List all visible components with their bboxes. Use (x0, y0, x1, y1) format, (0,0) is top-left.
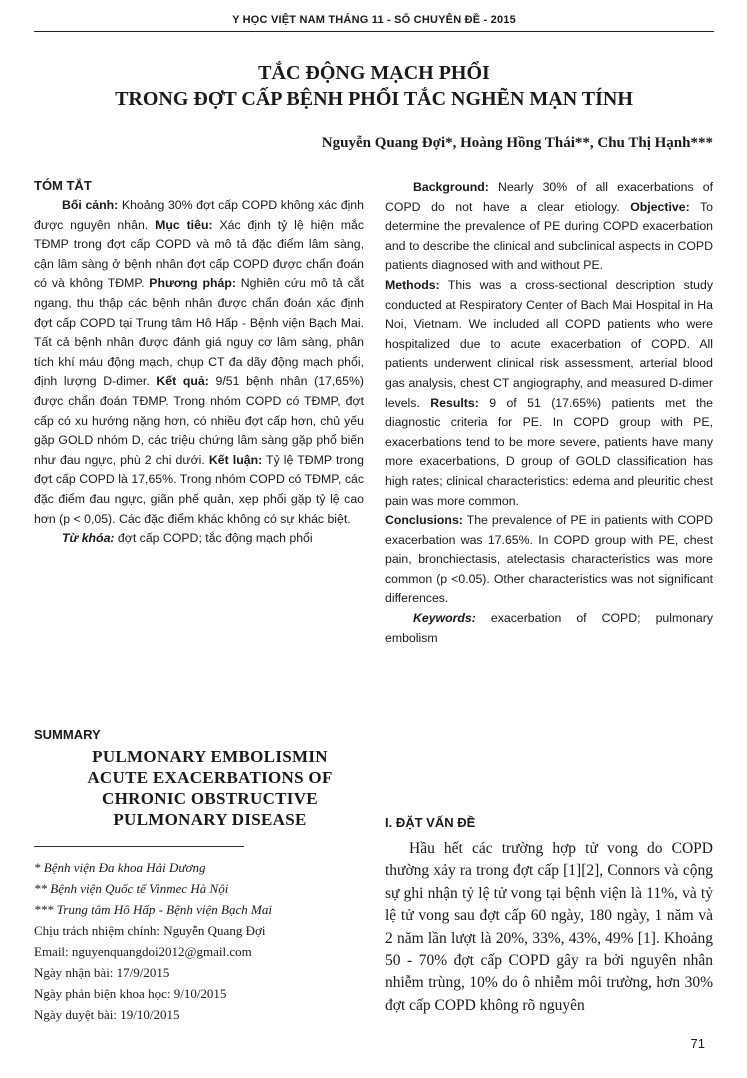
keywords-label: Từ khóa: (62, 531, 115, 546)
page-number: 71 (690, 1036, 705, 1051)
header-rule (34, 31, 714, 32)
background-text-en: Nearly 30% of all exacerbations of COPD do not have a clear etiology. (385, 180, 713, 214)
en-abstract-intro (385, 178, 713, 276)
summary-heading: SUMMARY (34, 727, 101, 742)
running-header: Y HỌC VIỆT NAM THÁNG 11 - SỐ CHUYÊN ĐỀ - 2015 (232, 14, 516, 26)
summary-title-line: CHRONIC OBSTRUCTIVE (102, 789, 318, 808)
objective-text: Xác định tỷ lệ hiện mắc TĐMP trong đợt cấp COPD và mô tả đặc điểm lâm sàng, cận lâm sàng ở bệnh nhân đợt cấp COPD được chẩn đoán có và không TĐMP. (34, 217, 365, 291)
results-text-en: 9 of 51 (17.65%) patients met the diagnostic criteria for PE. In COPD group with PE, exacerbations tend to be more severe, patients have many more exacerbations, D group of GOLD classification has high rates; clinical characteristics: edema and pleuritic chest pain was more common. (385, 395, 714, 508)
keywords-text-en: exacerbation of COPD; pulmonary embolism (385, 611, 713, 645)
footnotes (34, 857, 354, 1025)
background-text: Khoảng 30% đợt cấp COPD không xác định được nguyên nhân. (34, 198, 364, 232)
objective-label: Mục tiêu: (148, 217, 213, 232)
conclusion-text: Tỷ lệ TĐMP trong đợt cấp COPD là 17,65%. Trong nhóm COPD có TĐMP, các đặc điểm đau ngực, giãn phế quản, xẹp phổi gặp tỷ lệ cao hơn (p < 0,05). Các đặc điểm khác không có sự khác biệt. (34, 452, 364, 526)
summary-title-line: PULMONARY EMBOLISMIN (92, 747, 328, 766)
section-heading: I. ĐẶT VẤN ĐỀ (385, 815, 476, 830)
keywords-label-en: Keywords: (413, 611, 476, 626)
author-list: Nguyễn Quang Đợi*, Hoàng Hồng Thái**, Chu Thị Hạnh*** (321, 135, 713, 151)
background-label-en: Background: (413, 180, 489, 194)
review-date: Ngày phản biện khoa học: 9/10/2015 (34, 986, 227, 1001)
article-title-line2: TRONG ĐỢT CẤP BỆNH PHỔI TẮC NGHẼN MẠN TÍNH (115, 88, 633, 110)
summary-title-line: ACUTE EXACERBATIONS OF (87, 768, 333, 787)
result-text: 9/51 bệnh nhân (17,65%) được chẩn đoán TĐMP. Trong nhóm COPD có TĐMP, đợt cấp có xu hướng nặng hơn, có nhiều đợt cấp hơn, chủ yếu gặp GOLD nhóm D, các triệu chứng lâm sàng gặp phổ biến như đau ngực, phù 2 chi dưới. (34, 374, 364, 467)
objective-text-en: To determine the prevalence of PE during COPD exacerbation and to describe the clinical and subclinical aspects in COPD patients diagnosed with and without PE. (385, 199, 713, 273)
en-keywords (385, 609, 713, 648)
method-label: Phương pháp: (144, 276, 236, 291)
conclusions-label-en: Conclusions: (385, 513, 463, 528)
methods-label-en: Methods: (385, 277, 440, 292)
affiliation: * Bệnh viện Đa khoa Hải Dương (34, 860, 206, 875)
vn-abstract (34, 176, 364, 549)
affiliation: ** Bệnh viện Quốc tế Vinmec Hà Nội (34, 881, 229, 896)
accepted-date: Ngày duyệt bài: 19/10/2015 (34, 1007, 180, 1022)
en-abstract-conclusions (385, 511, 713, 609)
en-abstract (385, 178, 713, 648)
responsible-author: Chịu trách nhiệm chính: Nguyễn Quang Đợi (34, 923, 266, 938)
received-date: Ngày nhận bài: 17/9/2015 (34, 965, 170, 980)
summary-title (40, 746, 380, 830)
vn-keywords (34, 529, 364, 549)
author-email: Email: nguyenquangdoi2012@gmail.com (34, 944, 252, 959)
results-label-en: Results: (419, 395, 479, 410)
keywords-text: đợt cấp COPD; tắc động mạch phổi (114, 531, 313, 546)
vn-abstract-heading: TÓM TẮT (34, 178, 92, 193)
footnote-rule (34, 846, 244, 847)
affiliation: *** Trung tâm Hô Hấp - Bệnh viện Bạch Mai (34, 902, 272, 917)
objective-label-en: Objective: (619, 199, 690, 214)
vn-abstract-body (34, 196, 364, 529)
method-text: Nghiên cứu mô tả cắt ngang, thu thập các bệnh nhân được chẩn đoán xác định đợt cấp COPD tại Trung tâm Hô Hấp - Bệnh viện Bạch Mai. Tất cả bệnh nhân được đánh giá nguy cơ lâm sàng, phân tích khí máu động mạch, chụp CT đa dãy động mạch phổi, định lượng D-dimer. (34, 276, 365, 389)
background-label: Bối cảnh: (62, 198, 119, 212)
section-body (385, 838, 713, 1017)
summary-title-line: PULMONARY DISEASE (113, 810, 307, 829)
result-label: Kết quả: (149, 374, 209, 389)
conclusion-label: Kết luận: (204, 452, 263, 467)
article-title-line1: TẮC ĐỘNG MẠCH PHỔI (258, 62, 490, 84)
conclusions-text-en: The prevalence of PE in patients with COPD exacerbation was 17.65%. In COPD group with PE, chest pain, bronchiectasis, atelectasis characteristics was more common (p <0.05). Other characteristics was not significant differences. (385, 513, 713, 606)
section-text: Hầu hết các trường hợp tử vong do COPD thường xảy ra trong đợt cấp [1][2], Connors và cộng sự ghi nhận tỷ lệ tử vong tại bệnh viện là 11%, và tỷ lệ tử vong sau đợt cấp 60 ngày, 180 ngày, 1 năm và 2 năm lần lượt là 20%, 33%, 43%, 49% [1]. Khoảng 50 - 70% đợt cấp COPD gây ra bởi nguyên nhân nhiễm trùng, 10% do ô nhiễm môi trường, hơn 30% đợt cấp COPD không rõ nguyên (385, 840, 713, 1014)
en-abstract-methods (385, 276, 713, 511)
methods-text-en: This was a cross-sectional description study conducted at Respiratory Center of Bach Mai Hospital in Ha Noi, Vietnam. We included all COPD patients who were hospitalized due to acute exacerbation of COPD. All patients underwent clinical risk assessment, arterial blood gas analysis, chest CT angiography, and measured D-dimer levels. (385, 277, 713, 410)
